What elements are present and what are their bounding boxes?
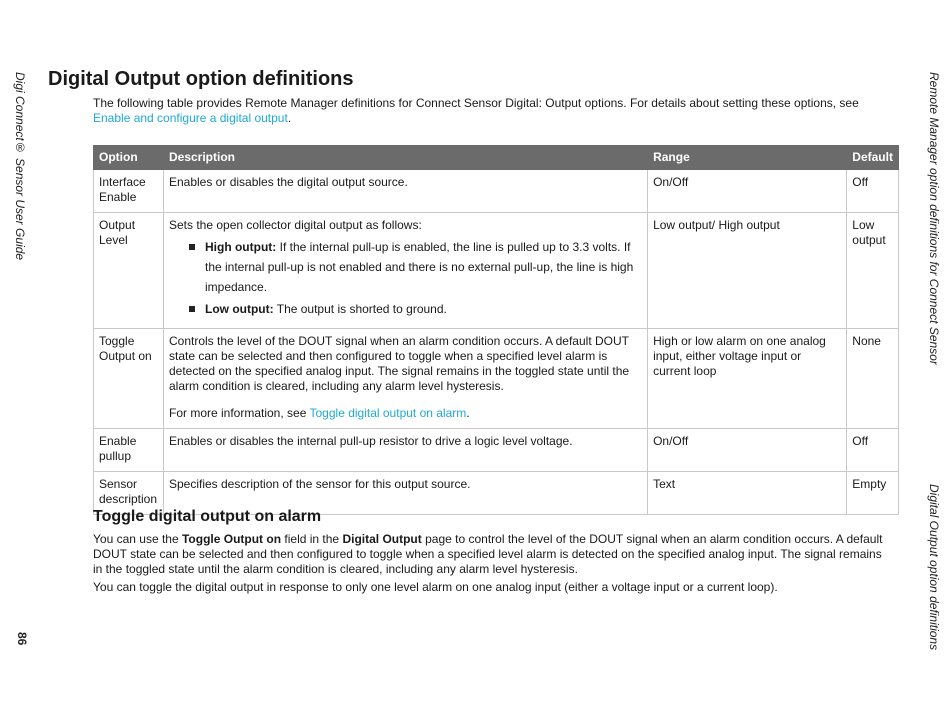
cell-option: Sensor description	[94, 472, 164, 515]
cell-default: None	[847, 329, 899, 429]
header-default: Default	[847, 146, 899, 170]
cell-description: Enables or disables the internal pull-up resistor to drive a logic level voltage.	[163, 429, 647, 472]
cell-range: On/Off	[648, 170, 847, 213]
cell-option: Interface Enable	[94, 170, 164, 213]
cell-default: Empty	[847, 472, 899, 515]
intro-end: .	[287, 111, 292, 125]
table-row	[94, 213, 899, 329]
page-title: Digital Output option definitions	[48, 68, 354, 90]
section-paragraph: You can toggle the digital output in response to only one level alarm on one analog input (either a voltage input or a current loop).	[93, 580, 778, 594]
bullet-term: High output:	[204, 240, 277, 254]
cell-description	[163, 329, 647, 429]
intro-paragraph	[93, 96, 893, 126]
cell-range: On/Off	[648, 429, 847, 472]
more-info	[169, 406, 642, 421]
bullet-list	[169, 237, 642, 319]
bullet-text: The output is shorted to ground.	[273, 302, 447, 316]
field-name-toggle-output-on: Toggle Output on	[181, 532, 282, 546]
cell-description: Specifies description of the sensor for this output source.	[163, 472, 647, 515]
cell-default: Low output	[847, 213, 899, 329]
cell-range: Text	[648, 472, 847, 515]
bullet-term: Low output:	[204, 302, 274, 316]
more-info-end: .	[466, 406, 470, 420]
more-info-text: For more information, see	[168, 406, 310, 420]
description-text: Sets the open collector digital output as follows:	[168, 218, 422, 232]
list-item	[189, 299, 642, 319]
section-heading: Toggle digital output on alarm	[93, 508, 322, 525]
cell-description: Enables or disables the digital output source.	[163, 170, 647, 213]
cell-range: High or low alarm on one analog input, either voltage input or current loop	[648, 329, 847, 429]
table-row	[94, 429, 899, 472]
table-row	[94, 170, 899, 213]
paragraph-text: You can use the	[93, 532, 182, 546]
table-row	[94, 329, 899, 429]
header-description: Description	[163, 146, 647, 170]
enable-digital-output-link[interactable]: Enable and configure a digital output	[93, 111, 288, 125]
header-range: Range	[648, 146, 847, 170]
bullet-text: If the internal pull-up is enabled, the line is pulled up to 3.3 volts. If the internal pull-up is not enabled and there is no external pull-up, the line is high impedance.	[204, 240, 634, 294]
page-name-digital-output: Digital Output	[342, 532, 422, 546]
intro-text: The following table provides Remote Manager definitions for Connect Sensor Digital: Output options. For details about setting these options, see	[93, 96, 859, 110]
cell-option: Toggle Output on	[94, 329, 164, 429]
cell-default: Off	[847, 429, 899, 472]
cell-default: Off	[847, 170, 899, 213]
table-header-row	[94, 146, 899, 170]
options-table	[93, 145, 899, 515]
running-header-section: Digital Output option definitions	[927, 484, 941, 651]
toggle-output-alarm-link[interactable]: Toggle digital output on alarm	[309, 406, 467, 420]
square-bullet-icon	[189, 306, 195, 312]
section-paragraph	[93, 532, 893, 577]
square-bullet-icon	[189, 244, 195, 250]
header-option: Option	[94, 146, 164, 170]
paragraph-text: page to control the level of the DOUT signal when an alarm condition occurs. A default DOUT state can be selected and then configured to toggle when a specified level alarm is detected on the specified analog input. The signal remains in the toggled state until the alarm condition is cleared, including any alarm level hysteresis.	[93, 532, 883, 576]
list-item	[189, 237, 642, 297]
running-header-chapter: Remote Manager option definitions for Connect Sensor	[927, 72, 941, 365]
cell-option: Output Level	[94, 213, 164, 329]
description-text: Controls the level of the DOUT signal when an alarm condition occurs. A default DOUT state can be selected and then configured to toggle when a specified level alarm is detected on the specified analog input. The signal remains in the toggled state until the alarm condition is cleared, including any alarm level hysteresis.	[168, 334, 630, 393]
running-header-guide-title: Digi Connect® Sensor User Guide	[13, 72, 27, 261]
cell-option: Enable pullup	[94, 429, 164, 472]
paragraph-text: field in the	[281, 532, 343, 546]
cell-range: Low output/ High output	[648, 213, 847, 329]
cell-description	[163, 213, 647, 329]
page-number: 86	[15, 632, 29, 646]
